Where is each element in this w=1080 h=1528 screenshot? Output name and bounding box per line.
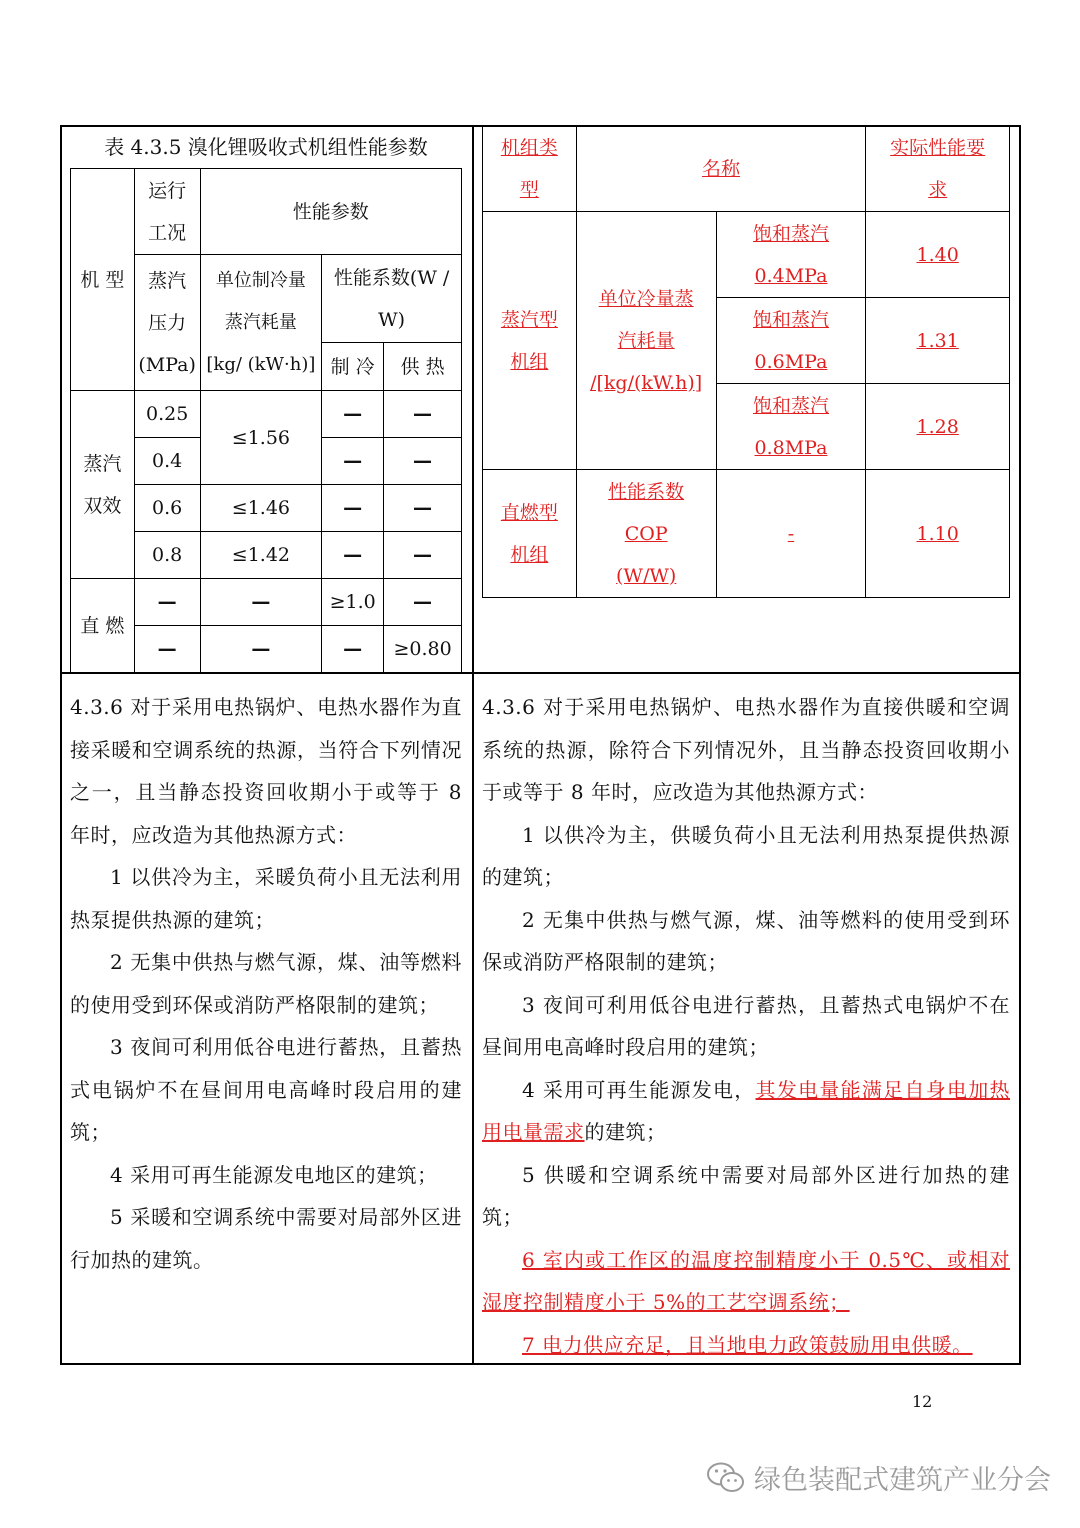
table-cell: 1.40 xyxy=(866,212,1010,298)
table-cell: - xyxy=(716,470,866,598)
table-cell: — xyxy=(322,391,384,438)
direct-fired-label: 直 燃 xyxy=(71,579,135,673)
actual-performance-table xyxy=(482,125,1010,598)
clause-text: 的建筑； xyxy=(584,1120,667,1144)
header-requirement: 实际性能要 求 xyxy=(866,126,1010,212)
header-operating-condition: 运行 工况 xyxy=(134,169,200,255)
direct-param-label: 性能系数 COP (W/W) xyxy=(576,470,716,598)
lithium-bromide-performance-table xyxy=(70,168,462,673)
table-cell: — xyxy=(134,579,200,626)
table-cell: — xyxy=(384,485,462,532)
table-cell: — xyxy=(322,626,384,673)
table-cell: — xyxy=(384,579,462,626)
clause-item: 5 供暖和空调系统中需要对局部外区进行加热的建筑； xyxy=(482,1162,1010,1229)
table-cell: ≥0.80 xyxy=(384,626,462,673)
table-cell: — xyxy=(384,438,462,485)
header-cooling: 制 冷 xyxy=(322,343,384,391)
table-cell: — xyxy=(200,579,322,626)
header-name: 名称 xyxy=(576,126,866,212)
added-clause-item: 7 电力供应充足，且当地电力政策鼓励用电供暖。 xyxy=(522,1332,973,1357)
right-clause-text xyxy=(482,686,1010,1366)
table-cell: — xyxy=(200,626,322,673)
clause-intro: 4.3.6 对于采用电热锅炉、电热水器作为直接供暖和空调系统的热源，除符合下列情况外，且当静态投资回收期小于或等于 8 年时，应改造为其他热源方式： xyxy=(482,695,1010,804)
table-cell: 1.31 xyxy=(866,298,1010,384)
table-cell: 1.10 xyxy=(866,470,1010,598)
header-cop: 性能系数(W / W) xyxy=(322,255,462,343)
table-cell: — xyxy=(322,438,384,485)
watermark xyxy=(706,1458,1051,1497)
table-cell: — xyxy=(322,485,384,532)
header-steam-pressure: 蒸汽 压力 (MPa) xyxy=(134,255,200,391)
clause-item: 4 采用可再生能源发电地区的建筑； xyxy=(110,1162,438,1187)
table-cell: 饱和蒸汽 0.6MPa xyxy=(716,298,866,384)
table-cell: 1.28 xyxy=(866,384,1010,470)
table-caption: 表 4.3.5 溴化锂吸收式机组性能参数 xyxy=(104,135,428,159)
table-cell: — xyxy=(134,626,200,673)
clause-text: 4 采用可再生能源发电， xyxy=(522,1077,756,1102)
clause-item: 2 无集中供热与燃气源，煤、油等燃料的使用受到环保或消防严格限制的建筑； xyxy=(482,907,1010,974)
table-cell: — xyxy=(384,391,462,438)
added-clause-item: 6 室内或工作区的温度控制精度小于 0.5℃、或相对湿度控制精度小于 5%的工艺空调系统； xyxy=(482,1247,1010,1314)
table-cell: 0.6 xyxy=(134,485,200,532)
table-cell: ≤1.42 xyxy=(200,532,322,579)
table-cell: ≤1.46 xyxy=(200,485,322,532)
table-cell: ≤1.56 xyxy=(200,391,322,485)
left-clause-text xyxy=(70,686,462,1281)
table-cell: ≥1.0 xyxy=(322,579,384,626)
table-cell: — xyxy=(322,532,384,579)
wechat-icon xyxy=(706,1461,746,1495)
header-performance-params: 性能参数 xyxy=(200,169,461,255)
table-cell: 0.8 xyxy=(134,532,200,579)
clause-item: 3 夜间可利用低谷电进行蓄热，且蓄热式电锅炉不在昼间用电高峰时段启用的建筑； xyxy=(482,992,1010,1059)
steam-double-effect-label: 蒸汽 双效 xyxy=(71,391,135,579)
clause-item: 2 无集中供热与燃气源，煤、油等燃料的使用受到环保或消防严格限制的建筑； xyxy=(70,950,462,1017)
steam-unit-label: 蒸汽型 机组 xyxy=(483,212,577,470)
clause-item: 3 夜间可利用低谷电进行蓄热，且蓄热式电锅炉不在昼间用电高峰时段启用的建筑； xyxy=(70,1035,462,1144)
header-unit-type: 机组类 型 xyxy=(483,126,577,212)
table-cell: 饱和蒸汽 0.8MPa xyxy=(716,384,866,470)
clause-item: 5 采暖和空调系统中需要对局部外区进行加热的建筑。 xyxy=(70,1205,462,1272)
steam-param-label: 单位冷量蒸 汽耗量 /[kg/(kW.h)] xyxy=(576,212,716,470)
header-unit-steam-consumption: 单位制冷量 蒸汽耗量 [kg/ (kW·h)] xyxy=(200,255,322,391)
header-machine-type: 机 型 xyxy=(71,169,135,391)
clause-item-4 xyxy=(482,1069,1010,1154)
clause-intro: 4.3.6 对于采用电热锅炉、电热水器作为直接采暖和空调系统的热源，当符合下列情况之一，且当静态投资回收期小于或等于 8 年时，应改造为其他热源方式： xyxy=(70,695,462,847)
clause-item: 1 以供冷为主，采暖负荷小且无法利用热泵提供热源的建筑； xyxy=(70,865,462,932)
highlighted-revision: 其发电量能满足自身电加热用电量需求 xyxy=(482,1077,1010,1144)
column-divider xyxy=(472,125,474,1365)
watermark-text: 绿色装配式建筑产业分会 xyxy=(754,1465,1051,1496)
table-cell: 0.25 xyxy=(134,391,200,438)
table-cell: 0.4 xyxy=(134,438,200,485)
table-cell: 饱和蒸汽 0.4MPa xyxy=(716,212,866,298)
direct-fired-unit-label: 直燃型 机组 xyxy=(483,470,577,598)
table-cell: — xyxy=(384,532,462,579)
page-number: 12 xyxy=(912,1392,933,1411)
header-heating: 供 热 xyxy=(384,343,462,391)
clause-item: 1 以供冷为主，供暖负荷小且无法利用热泵提供热源的建筑； xyxy=(482,822,1010,889)
